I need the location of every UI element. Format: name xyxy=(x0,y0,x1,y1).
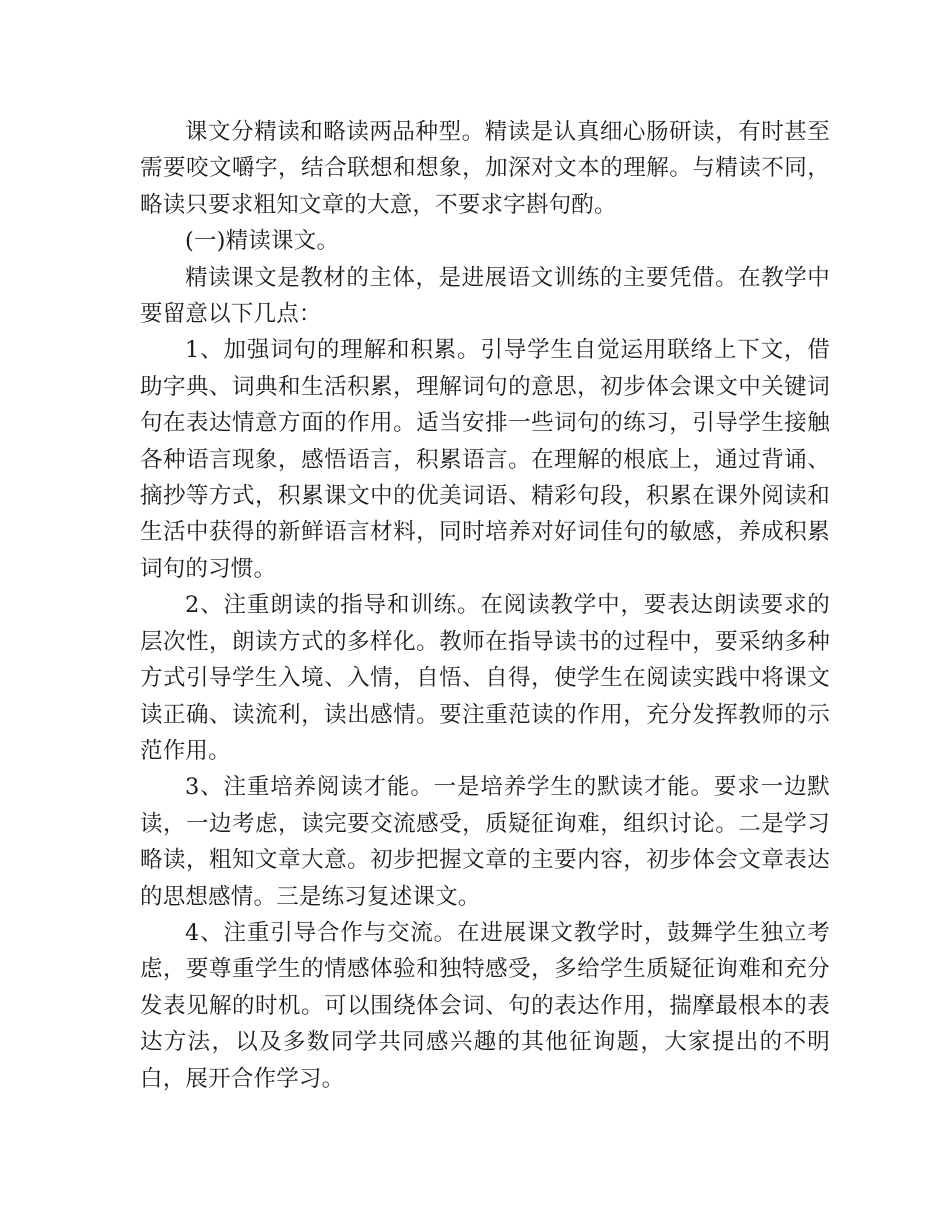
paragraph-point-4: 4、注重引导合作与交流。在进展课文教学时，鼓舞学生独立考虑，要尊重学生的情感体验和独特感受，多给学生质疑征询难和充分发表见解的时机。可以围绕体会词、句的表达作用，揣摩最根本的表达方法，以及多数同学共同感兴趣的其他征询题，大家提出的不明白，展开合作学习。 xyxy=(140,919,830,1092)
document-page xyxy=(140,114,830,1097)
section-heading-intensive-reading: (一)精读课文。 xyxy=(185,228,340,255)
paragraph-intro: 课文分精读和略读两品种型。精读是认真细心肠研读，有时甚至需要咬文嚼字，结合联想和想象，加深对文本的理解。与精读不同，略读只要求粗知文章的大意，不要求字斟句酌。 xyxy=(140,119,830,218)
paragraph-point-3: 3、注重培养阅读才能。一是培养学生的默读才能。要求一边默读，一边考虑，读完要交流感受，质疑征询难，组织讨论。二是学习略读，粗知文章大意。初步把握文章的主要内容，初步体会文章表达的思想感情。三是练习复述课文。 xyxy=(140,774,830,910)
paragraph-intensive-reading: 精读课文是教材的主体，是进展语文训练的主要凭借。在教学中要留意以下几点： xyxy=(140,264,830,328)
paragraph-point-2: 2、注重朗读的指导和训练。在阅读教学中，要表达朗读要求的层次性，朗读方式的多样化。教师在指导读书的过程中，要采纳多种方式引导学生入境、入情，自悟、自得，使学生在阅读实践中将课文读正确、读流利，读出感情。要注重范读的作用，充分发挥教师的示范作用。 xyxy=(140,592,830,764)
paragraph-point-1: 1、加强词句的理解和积累。引导学生自觉运用联络上下文，借助字典、词典和生活积累，理解词句的意思，初步体会课文中关键词句在表达情意方面的作用。适当安排一些词句的练习，引导学生接触各种语言现象，感悟语言，积累语言。在理解的根底上，通过背诵、摘抄等方式，积累课文中的优美词语、精彩句段，积累在课外阅读和生活中获得的新鲜语言材料，同时培养对好词佳句的敏感，养成积累词句的习惯。 xyxy=(140,337,830,582)
